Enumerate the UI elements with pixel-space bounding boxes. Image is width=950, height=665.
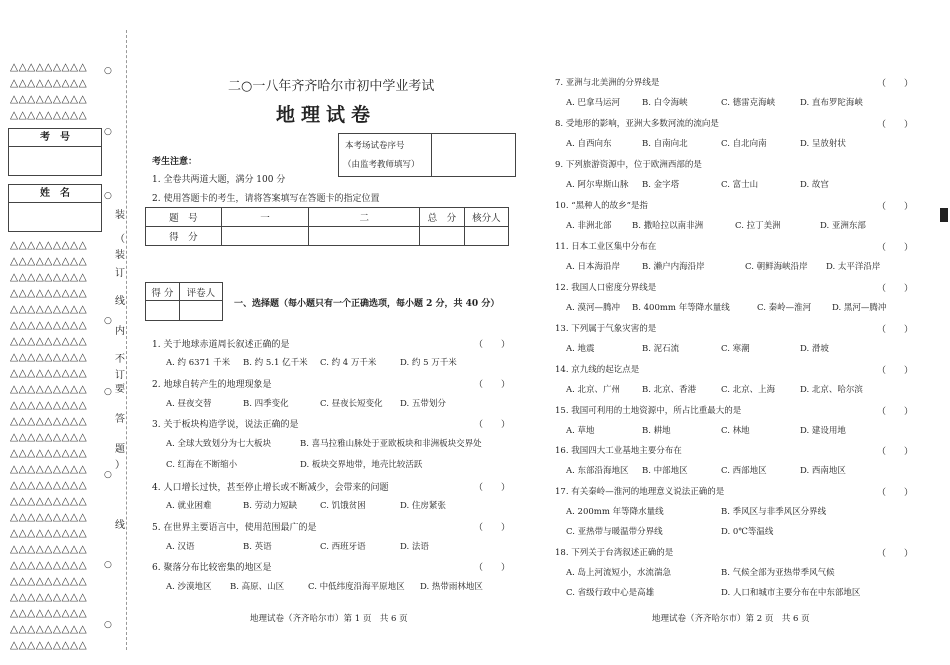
answer-paren[interactable]: （ ） [877,488,914,498]
triangle-row: △△△△△△△△△ [10,383,88,395]
question-stem: 6. 聚落分布比较密集的地区是 [152,563,272,573]
triangle-row: △△△△△△△△△ [10,495,88,507]
option: C. 亚热带与暖温带分界线 [566,527,663,537]
option: C. 拉丁美洲 [735,221,781,231]
question-stem: 13. 下列属于气象灾害的是 [555,324,657,334]
answer-paren[interactable]: （ ） [877,243,914,253]
binding-text-char: 要 [115,384,125,395]
option: D. 滑坡 [800,344,829,354]
binding-hole-icon: ○ [104,127,112,137]
triangle-row: △△△△△△△△△ [10,61,88,73]
option: B. 季风区与非季风区分界线 [721,507,827,517]
option: B. 白令海峡 [642,98,688,108]
triangle-row: △△△△△△△△△ [10,77,88,89]
triangle-row: △△△△△△△△△ [10,511,88,523]
option: A. 阿尔卑斯山脉 [566,180,629,190]
answer-paren[interactable]: （ ） [877,202,914,212]
scan-mark [940,208,948,222]
score-table-header: 一 [221,208,308,227]
option: C. 饥饿贫困 [320,501,366,511]
triangle-row: △△△△△△△△△ [10,559,88,571]
option: D. 太平洋沿岸 [826,262,881,272]
triangle-row: △△△△△△△△△ [10,109,88,121]
option: D. 建设用地 [800,426,846,436]
answer-paren[interactable]: （ ） [474,563,511,573]
option: D. 直布罗陀海峡 [800,98,863,108]
binding-text-char: 线 [115,296,125,307]
triangle-row: △△△△△△△△△ [10,431,88,443]
triangle-row: △△△△△△△△△ [10,367,88,379]
option: C. 约 4 万千米 [320,358,377,368]
option: D. 故宫 [800,180,829,190]
binding-text-char: ） [115,460,125,471]
question-stem: 14. 京九线的起讫点是 [555,365,640,375]
triangle-row: △△△△△△△△△ [10,303,88,315]
option: A. 非洲北部 [566,221,612,231]
answer-paren[interactable]: （ ） [877,325,914,335]
option: A. 岛上河流短小，水流湍急 [566,568,672,578]
triangle-row: △△△△△△△△△ [10,543,88,555]
name-label: 姓 名 [9,185,101,203]
binding-text-char: 内 [115,326,125,337]
option: A. 自西向东 [566,139,612,149]
option: A. 草地 [566,426,595,436]
option: B. 耕地 [642,426,671,436]
question-stem: 9. 下列旅游资源中，位于欧洲西部的是 [555,160,702,170]
answer-paren[interactable]: （ ） [474,340,511,350]
binding-text-char: 订 [115,268,125,279]
option: C. 北京、上海 [721,385,776,395]
triangle-row: △△△△△△△△△ [10,623,88,635]
option: C. 省级行政中心是高雄 [566,588,655,598]
option: C. 西班牙语 [320,542,366,552]
binding-text-char: 装 [115,250,125,261]
question-stem: 1. 关于地球赤道周长叙述正确的是 [152,340,290,350]
option: B. 濑户内海沿岸 [642,262,705,272]
answer-paren[interactable]: （ ） [474,420,511,430]
question-stem: 8. 受地形的影响，亚洲大多数河流的流向是 [555,119,719,129]
exam-title: 二○一八年齐齐哈尔市初中学业考试 [228,79,435,94]
score-cell[interactable] [420,227,464,246]
score-table-header: 题 号 [146,208,222,227]
option: A. 漠河—腾冲 [566,303,621,313]
triangle-row: △△△△△△△△△ [10,415,88,427]
option: B. 泥石流 [642,344,680,354]
exam-number-box[interactable] [8,128,102,176]
seat-box-sublabel: （由监考教师填写） [343,160,420,170]
option: D. 热带雨林地区 [420,582,483,592]
triangle-row: △△△△△△△△△ [10,255,88,267]
option: B. 金字塔 [642,180,680,190]
option: D. 人口和城市主要分布在中东部地区 [721,588,861,598]
grader-box [145,282,223,321]
grader-score-label: 得 分 [146,283,180,301]
option: B. 喜马拉雅山脉处于亚欧板块和非洲板块交界处 [300,439,482,449]
binding-hole-icon: ○ [104,316,112,326]
seat-box-label: 本考场试卷序号 [345,141,405,151]
triangle-row: △△△△△△△△△ [10,399,88,411]
triangle-row: △△△△△△△△△ [10,463,88,475]
answer-paren[interactable]: （ ） [474,380,511,390]
question-stem: 10. “黑种人的故乡”是指 [555,201,648,211]
option: D. 0℃等温线 [721,527,774,537]
answer-paren[interactable]: （ ） [474,523,511,533]
binding-text-char: 题 [115,444,125,455]
triangle-row: △△△△△△△△△ [10,319,88,331]
option: A. 日本海沿岸 [566,262,621,272]
binding-hole-icon: ○ [104,560,112,570]
answer-paren[interactable]: （ ） [877,120,914,130]
option: C. 红海在不断缩小 [166,460,238,470]
binding-text-char: 装 [115,210,125,221]
option: C. 德雷克海峡 [721,98,776,108]
option: D. 亚洲东部 [820,221,866,231]
answer-paren[interactable]: （ ） [877,407,914,417]
name-box[interactable] [8,184,102,232]
question-stem: 5. 在世界主要语言中，使用范围最广的是 [152,523,317,533]
triangle-row: △△△△△△△△△ [10,287,88,299]
triangle-row: △△△△△△△△△ [10,639,88,651]
binding-dashed-line [126,30,127,650]
page-footer: 地理试卷（齐齐哈尔市）第 2 页 共 6 页 [652,614,810,624]
score-table [145,207,509,246]
option: C. 自北向南 [721,139,767,149]
option: B. 约 5.1 亿千米 [243,358,308,368]
notes-item: 1. 全卷共两道大题，满分 100 分 [152,175,286,185]
option: D. 约 5 万千米 [400,358,457,368]
triangle-row: △△△△△△△△△ [10,239,88,251]
option: A. 巴拿马运河 [566,98,621,108]
triangle-row: △△△△△△△△△ [10,351,88,363]
question-stem: 11. 日本工业区集中分布在 [555,242,657,252]
option: C. 昼夜长短变化 [320,399,383,409]
answer-paren[interactable]: （ ） [877,284,914,294]
option: D. 呈放射状 [800,139,846,149]
binding-text-char: 线 [115,520,125,531]
option: B. 劳动力短缺 [243,501,298,511]
binding-text-char: 订 [115,370,125,381]
binding-hole-icon: ○ [104,191,112,201]
option: A. 200mm 年等降水量线 [566,507,664,517]
option: D. 住房紧张 [400,501,446,511]
triangle-row: △△△△△△△△△ [10,271,88,283]
option: A. 北京、广州 [566,385,621,395]
question-stem: 15. 我国可利用的土地资源中，所占比重最大的是 [555,406,742,416]
section-title: 一、选择题（每小题只有一个正确选项，每小题 2 分，共 40 分） [234,299,500,309]
seat-number-box[interactable] [338,133,516,177]
score-table-row-label: 得 分 [146,227,222,246]
grader-name-label: 评卷人 [179,283,222,301]
option: B. 400mm 年等降水量线 [632,303,730,313]
question-stem: 16. 我国四大工业基地主要分布在 [555,446,682,456]
option: D. 西南地区 [800,466,846,476]
option: B. 北京、香港 [642,385,697,395]
triangle-row: △△△△△△△△△ [10,591,88,603]
option: C. 富士山 [721,180,759,190]
option: C. 林地 [721,426,750,436]
option: B. 自南向北 [642,139,688,149]
triangle-row: △△△△△△△△△ [10,335,88,347]
answer-paren[interactable]: （ ） [877,447,914,457]
score-table-header: 核分人 [464,208,508,227]
triangle-row: △△△△△△△△△ [10,607,88,619]
binding-hole-icon: ○ [104,620,112,630]
answer-paren[interactable]: （ ） [474,483,511,493]
question-stem: 18. 下列关于台湾叙述正确的是 [555,548,674,558]
binding-hole-icon: ○ [104,470,112,480]
option: A. 汉语 [166,542,195,552]
question-stem: 2. 地球自转产生的地理现象是 [152,380,272,390]
exam-number-label: 考 号 [9,129,101,147]
question-stem: 4. 人口增长过快，甚至停止增长或不断减少，会带来的问题 [152,483,389,493]
question-stem: 17. 有关秦岭—淮河的地理意义说法正确的是 [555,487,725,497]
score-cell[interactable] [464,227,508,246]
exam-subject: 地理试卷 [276,104,377,126]
notes-heading: 考生注意： [152,157,198,167]
answer-paren[interactable]: （ ） [877,549,914,559]
grader-name-cell[interactable] [179,301,222,321]
option: D. 五带划分 [400,399,446,409]
option: D. 黑河—腾冲 [832,303,887,313]
option: B. 气候全部为亚热带季风气候 [721,568,835,578]
question-stem: 12. 我国人口密度分界线是 [555,283,657,293]
option: C. 朝鲜海峡沿岸 [745,262,808,272]
option: A. 沙漠地区 [166,582,212,592]
binding-text-char: 不 [115,354,125,365]
option: C. 秦岭—淮河 [757,303,812,313]
triangle-row: △△△△△△△△△ [10,575,88,587]
triangle-row: △△△△△△△△△ [10,479,88,491]
option: A. 约 6371 千米 [166,358,231,368]
answer-paren[interactable]: （ ） [877,366,914,376]
triangle-row: △△△△△△△△△ [10,447,88,459]
option: C. 西部地区 [721,466,767,476]
triangle-row: △△△△△△△△△ [10,527,88,539]
page-footer: 地理试卷（齐齐哈尔市）第 1 页 共 6 页 [250,614,408,624]
triangle-row: △△△△△△△△△ [10,93,88,105]
option: A. 全球大致划分为七大板块 [166,439,272,449]
score-table-header: 二 [309,208,420,227]
binding-hole-icon: ○ [104,387,112,397]
question-stem: 7. 亚洲与北美洲的分界线是 [555,78,660,88]
grader-score-cell[interactable] [146,301,180,321]
option: C. 中低纬度沿海平原地区 [308,582,405,592]
question-stem: 3. 关于板块构造学说，说法正确的是 [152,420,299,430]
score-cell[interactable] [221,227,308,246]
answer-paren[interactable]: （ ） [877,79,914,89]
option: D. 北京、哈尔滨 [800,385,863,395]
option: B. 撒哈拉以南非洲 [632,221,704,231]
score-table-header: 总 分 [420,208,464,227]
binding-hole-icon: ○ [104,66,112,76]
option: A. 昼夜交替 [166,399,212,409]
notes-item: 2. 使用答题卡的考生，请将答案填写在答题卡的指定位置 [152,194,380,204]
binding-text-char: （ [115,234,125,245]
option: A. 就业困难 [166,501,212,511]
option: C. 寒潮 [721,344,750,354]
option: B. 四季变化 [243,399,289,409]
binding-text-char: 答 [115,414,125,425]
option: D. 法语 [400,542,429,552]
option: A. 东部沿海地区 [566,466,629,476]
option: B. 高原、山区 [230,582,285,592]
score-cell[interactable] [309,227,420,246]
option: D. 板块交界地带，地壳比较活跃 [300,460,423,470]
option: A. 地震 [566,344,595,354]
option: B. 英语 [243,542,272,552]
option: B. 中部地区 [642,466,688,476]
